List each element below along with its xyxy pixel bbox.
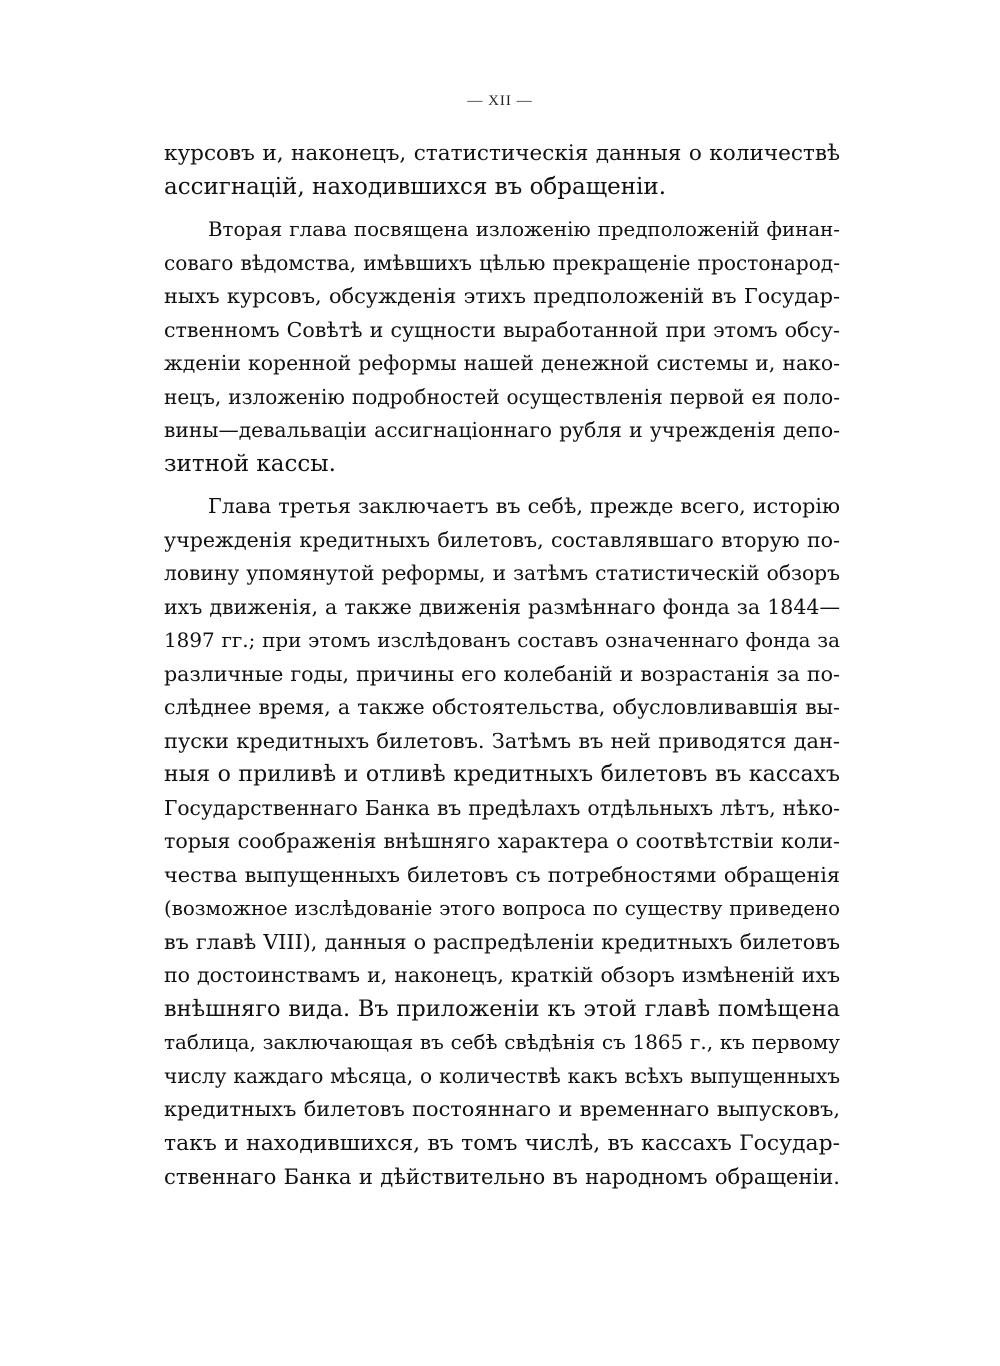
text-line: внѣшняго вида. Въ приложеніи къ этой главѣ помѣщена xyxy=(164,995,840,1022)
text-line: кредитныхъ билетовъ постояннаго и временнаго выпусковъ, xyxy=(164,1097,840,1121)
text-line: таблица, заключающая въ себѣ свѣдѣнія съ 1865 г., къ первому xyxy=(164,1031,840,1054)
text-line: (возможное изслѣдованіе этого вопроса по существу приведено xyxy=(164,897,840,920)
text-line: Глава третья заключаетъ въ себѣ, прежде всего, исторію xyxy=(208,494,840,518)
text-line: ныхъ курсовъ, обсужденія этихъ предположеній въ Государ- xyxy=(164,284,840,308)
body-text xyxy=(164,137,840,1194)
text-line: зитной кассы. xyxy=(164,450,336,477)
text-line: вины—девальваціи ассигнаціоннаго рубля и учрежденія депо- xyxy=(164,418,840,442)
page-number: — XII — xyxy=(467,93,533,109)
text-line: ловину упомянутой реформы, и затѣмъ статистическій обзоръ xyxy=(164,561,840,585)
paragraph-3 xyxy=(164,490,840,1194)
text-line: учрежденія кредитныхъ билетовъ, составлявшаго вторую по- xyxy=(164,527,840,552)
text-line: Государственнаго Банка въ предѣлахъ отдѣльныхъ лѣтъ, нѣко- xyxy=(164,795,840,820)
text-line: чества выпущенныхъ билетовъ съ потребностями обращенія xyxy=(164,862,840,887)
text-line: жденіи коренной реформы нашей денежной системы и, нако- xyxy=(164,351,840,375)
text-line: ихъ движенія, а также движенія размѣннаго фонда за 1844— xyxy=(164,594,840,619)
paragraph-2 xyxy=(164,213,840,481)
text-line: въ главѣ VIII), данныя о распредѣленіи кредитныхъ билетовъ xyxy=(164,929,840,954)
text-line: пуски кредитныхъ билетовъ. Затѣмъ въ ней приводятся дан- xyxy=(164,728,840,753)
text-line: ассигнацій, находившихся въ обращеніи. xyxy=(164,173,667,200)
text-line: по достоинствамъ и, наконецъ, краткій обзоръ измѣненій ихъ xyxy=(164,963,840,987)
text-line: соваго вѣдомства, имѣвшихъ цѣлью прекращеніе простонарод- xyxy=(164,250,840,275)
text-line: ственнаго Банка и дѣйствительно въ народномъ обращеніи. xyxy=(164,1164,840,1189)
text-line: такъ и находившихся, въ томъ числѣ, въ кассахъ Государ- xyxy=(164,1130,840,1156)
text-line: нецъ, изложенію подробностей осуществленія первой ея поло- xyxy=(164,384,840,409)
paragraph-1 xyxy=(164,137,840,204)
text-line: ныя о приливѣ и отливѣ кредитныхъ билетовъ въ кассахъ xyxy=(164,762,840,787)
text-line: ственномъ Совѣтѣ и сущности выработанной при этомъ обсу- xyxy=(164,317,840,342)
text-line: курсовъ и, наконецъ, статистическія данныя о количествѣ xyxy=(164,141,840,166)
text-line: торыя соображенія внѣшняго характера о соотвѣтствіи коли- xyxy=(164,829,840,853)
text-line: 1897 гг.; при этомъ изслѣдованъ составъ означеннаго фонда за xyxy=(164,629,840,652)
text-line: слѣднее время, а также обстоятельства, обусловливавшія вы- xyxy=(164,695,840,719)
text-line: Вторая глава посвящена изложенію предположеній финан- xyxy=(208,218,840,241)
text-line: различные годы, причины его колебаній и возрастанія за по- xyxy=(164,661,840,686)
text-line: числу каждаго мѣсяца, о количествѣ какъ всѣхъ выпущенныхъ xyxy=(164,1063,840,1088)
